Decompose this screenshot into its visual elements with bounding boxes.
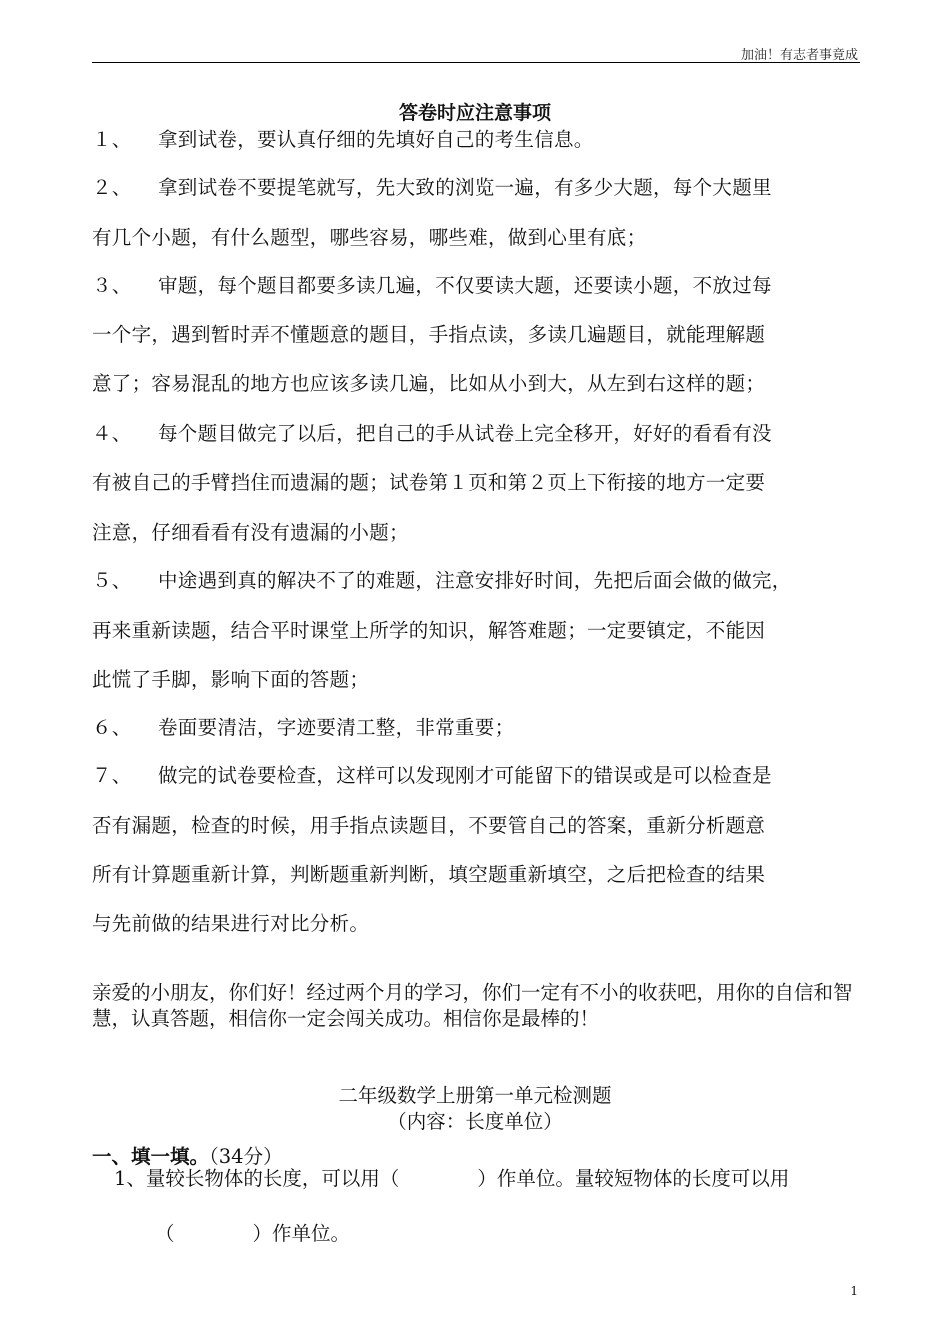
notice-line-text: 意了；容易混乱的地方也应该多读几遍，比如从小到大，从左到右这样的题； xyxy=(92,372,766,395)
notice-line xyxy=(92,124,872,152)
notice-line-text: 审题，每个题目都要多读几遍，不仅要读大题，还要读小题，不放过每 xyxy=(158,274,772,297)
notice-item-number: ５、 xyxy=(92,569,132,592)
notice-item-number: ２、 xyxy=(92,176,132,199)
notice-item-number: ４、 xyxy=(92,422,132,445)
notice-line-text: 否有漏题，检查的时候，用手指点读题目，不要管自己的答案，重新分析题意 xyxy=(92,814,766,837)
notice-line xyxy=(92,565,872,593)
notice-line xyxy=(92,172,872,200)
notice-line xyxy=(92,859,872,887)
notice-line xyxy=(92,712,872,740)
notice-line xyxy=(92,760,872,788)
notice-item-number: １、 xyxy=(92,128,132,151)
notice-line-text: 所有计算题重新计算，判断题重新判断，填空题重新填空，之后把检查的结果 xyxy=(92,863,766,886)
notice-item-number: ６、 xyxy=(92,716,132,739)
section-heading xyxy=(92,1141,283,1169)
header-motto: 加油！有志者事竟成 xyxy=(740,48,858,63)
notice-line-text: 与先前做的结果进行对比分析。 xyxy=(92,912,370,935)
notice-line xyxy=(92,810,872,838)
section-heading-label: 一、填一填。 xyxy=(92,1145,210,1168)
notice-title: 答卷时应注意事项 xyxy=(398,102,551,124)
question-1-text: 1、量较长物体的长度，可以用（ ）作单位。量较短物体的长度可以用 xyxy=(114,1167,790,1190)
greeting-paragraph: 亲爱的小朋友，你们好！经过两个月的学习，你们一定有不小的收获吧，用你的自信和智慧，认真答题，相信你一定会闯关成功。相信你是最棒的！ xyxy=(92,981,853,1030)
notice-line-text: 拿到试卷，要认真仔细的先填好自己的考生信息。 xyxy=(158,128,594,151)
notice-line xyxy=(92,664,872,692)
notice-line xyxy=(92,319,872,347)
notice-line-text: 此慌了手脚，影响下面的答题； xyxy=(92,668,370,691)
notice-line xyxy=(92,615,872,643)
page-number: 1 xyxy=(850,1284,858,1298)
notice-line-text: 拿到试卷不要提笔就写，先大致的浏览一遍，有多少大题，每个大题里 xyxy=(158,176,772,199)
notice-line-text: 有几个小题，有什么题型，哪些容易，哪些难，做到心里有底； xyxy=(92,226,647,249)
header-divider xyxy=(92,62,860,63)
notice-line-text: 卷面要清洁，字迹要清工整，非常重要； xyxy=(158,716,515,739)
notice-line xyxy=(92,270,872,298)
notice-line-text: 做完的试卷要检查，这样可以发现刚才可能留下的错误或是可以检查是 xyxy=(158,764,772,787)
question-1-continuation: （ ）作单位。 xyxy=(155,1222,351,1245)
notice-line-text: 再来重新读题，结合平时课堂上所学的知识，解答难题；一定要镇定，不能因 xyxy=(92,619,766,642)
notice-line-text: 注意，仔细看看有没有遗漏的小题； xyxy=(92,521,409,544)
notice-line xyxy=(92,908,872,936)
notice-line-text: 有被自己的手臂挡住而遗漏的题；试卷第１页和第２页上下衔接的地方一定要 xyxy=(92,471,766,494)
notice-line xyxy=(92,368,872,396)
exam-subtitle: （内容：长度单位） xyxy=(387,1110,563,1133)
question-1 xyxy=(92,1166,872,1191)
exam-title: 二年级数学上册第一单元检测题 xyxy=(338,1084,612,1107)
notice-line xyxy=(92,222,872,250)
notice-item-number: ３、 xyxy=(92,274,132,297)
notice-line xyxy=(92,517,872,545)
notice-line-text: 一个字，遇到暂时弄不懂题意的题目，手指点读，多读几遍题目，就能理解题 xyxy=(92,323,766,346)
notice-line-text: 中途遇到真的解决不了的难题，注意安排好时间，先把后面会做的做完， xyxy=(158,569,792,592)
notice-item-number: ７、 xyxy=(92,764,132,787)
section-score: （34分） xyxy=(209,1145,283,1168)
notice-line xyxy=(92,418,872,446)
notice-line-text: 每个题目做完了以后，把自己的手从试卷上完全移开，好好的看看有没 xyxy=(158,422,772,445)
notice-line xyxy=(92,467,872,495)
